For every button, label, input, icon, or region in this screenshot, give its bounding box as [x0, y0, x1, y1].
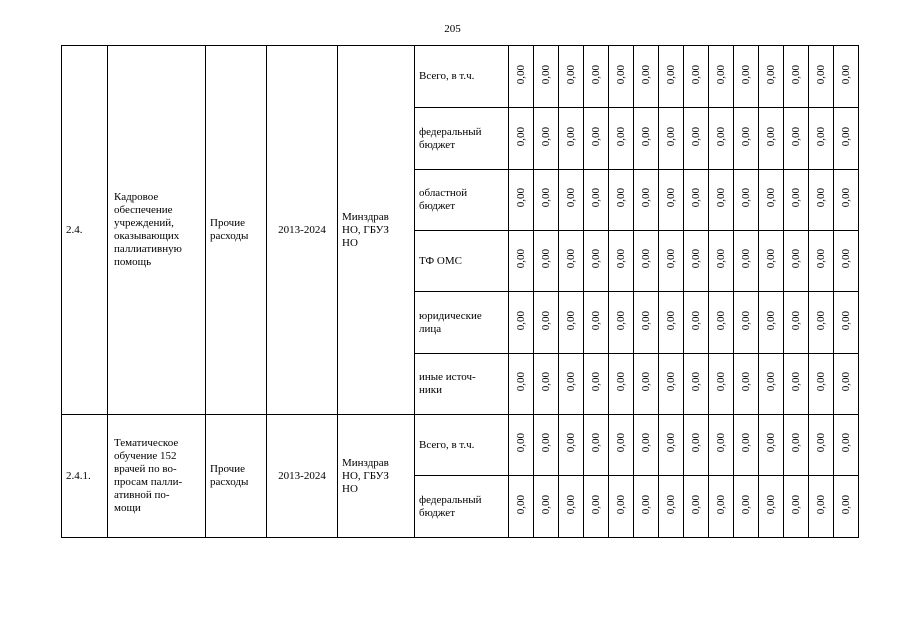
- value-text: 0,00: [614, 433, 627, 453]
- value-text: 0,00: [739, 310, 752, 331]
- value-cell: [609, 46, 634, 108]
- value-cell: [609, 415, 634, 476]
- value-cell: [509, 415, 534, 476]
- item-name: [108, 46, 206, 415]
- value-cell: [509, 46, 534, 108]
- value-cell: [784, 108, 809, 170]
- value-text: 0,00: [689, 64, 702, 85]
- item-name: [108, 415, 206, 538]
- value-cell: [584, 170, 609, 231]
- value-cell: [684, 292, 709, 354]
- period: [267, 415, 338, 538]
- funding-source: [415, 292, 509, 354]
- responsible-text: Минздрав НО, ГБУЗ НО: [342, 456, 389, 495]
- value-cell: [659, 46, 684, 108]
- value-cell: [584, 354, 609, 415]
- value-cell: [534, 46, 559, 108]
- value-text: 0,00: [789, 249, 802, 269]
- value-text: 0,00: [539, 126, 552, 147]
- value-cell: [784, 231, 809, 292]
- value-cell: [834, 46, 859, 108]
- value-cell: [659, 292, 684, 354]
- value-text: 0,00: [589, 310, 602, 331]
- value-text: 0,00: [764, 433, 777, 453]
- value-text: 0,00: [564, 188, 577, 208]
- value-cell: [709, 476, 734, 538]
- value-cell: [734, 231, 759, 292]
- funding-source-label: федеральный бюджет: [419, 493, 482, 519]
- value-cell: [584, 231, 609, 292]
- value-text: 0,00: [814, 249, 827, 269]
- value-text: 0,00: [839, 494, 852, 515]
- value-cell: [709, 108, 734, 170]
- value-text: 0,00: [614, 126, 627, 147]
- funding-source: [415, 415, 509, 476]
- value-text: 0,00: [814, 372, 827, 392]
- value-cell: [734, 476, 759, 538]
- value-text: 0,00: [839, 249, 852, 269]
- value-cell: [684, 170, 709, 231]
- value-text: 0,00: [789, 64, 802, 85]
- value-text: 0,00: [664, 494, 677, 515]
- value-text: 0,00: [589, 188, 602, 208]
- value-text: 0,00: [639, 433, 652, 453]
- value-text: 0,00: [664, 64, 677, 85]
- value-text: 0,00: [589, 433, 602, 453]
- value-cell: [634, 231, 659, 292]
- responsible-text: Минздрав НО, ГБУЗ НО: [342, 210, 389, 249]
- item-number-text: 2.4.1.: [66, 469, 91, 482]
- value-cell: [609, 476, 634, 538]
- value-text: 0,00: [564, 494, 577, 515]
- value-text: 0,00: [589, 249, 602, 269]
- value-cell: [684, 476, 709, 538]
- value-cell: [734, 108, 759, 170]
- value-cell: [784, 476, 809, 538]
- value-cell: [809, 292, 834, 354]
- value-text: 0,00: [514, 188, 527, 208]
- expense-type-text: Прочие расходы: [210, 217, 249, 242]
- funding-source: [415, 231, 509, 292]
- value-cell: [559, 292, 584, 354]
- value-cell: [834, 415, 859, 476]
- funding-source-label: Всего, в т.ч.: [419, 70, 475, 82]
- value-text: 0,00: [839, 64, 852, 85]
- value-text: 0,00: [764, 494, 777, 515]
- value-text: 0,00: [689, 494, 702, 515]
- value-cell: [834, 292, 859, 354]
- value-text: 0,00: [614, 310, 627, 331]
- value-text: 0,00: [589, 494, 602, 515]
- value-cell: [584, 292, 609, 354]
- value-text: 0,00: [739, 372, 752, 392]
- expense-type: [206, 415, 267, 538]
- value-cell: [634, 354, 659, 415]
- value-cell: [634, 292, 659, 354]
- value-cell: [759, 292, 784, 354]
- value-text: 0,00: [764, 188, 777, 208]
- value-text: 0,00: [664, 310, 677, 331]
- funding-source: [415, 476, 509, 538]
- value-text: 0,00: [564, 310, 577, 331]
- value-cell: [659, 170, 684, 231]
- value-cell: [609, 231, 634, 292]
- value-cell: [709, 46, 734, 108]
- value-cell: [834, 476, 859, 538]
- value-text: 0,00: [639, 494, 652, 515]
- value-cell: [559, 476, 584, 538]
- value-text: 0,00: [814, 126, 827, 147]
- value-text: 0,00: [589, 126, 602, 147]
- period-text: 2013-2024: [278, 223, 326, 236]
- value-cell: [759, 231, 784, 292]
- value-text: 0,00: [839, 188, 852, 208]
- value-cell: [634, 46, 659, 108]
- value-cell: [834, 108, 859, 170]
- value-cell: [559, 415, 584, 476]
- value-cell: [759, 170, 784, 231]
- value-text: 0,00: [789, 310, 802, 331]
- funding-source: [415, 108, 509, 170]
- value-cell: [659, 415, 684, 476]
- value-text: 0,00: [564, 126, 577, 147]
- value-cell: [809, 46, 834, 108]
- value-cell: [659, 476, 684, 538]
- value-cell: [534, 170, 559, 231]
- value-text: 0,00: [689, 188, 702, 208]
- value-text: 0,00: [789, 494, 802, 515]
- value-cell: [709, 292, 734, 354]
- value-text: 0,00: [814, 188, 827, 208]
- value-cell: [759, 108, 784, 170]
- value-cell: [634, 415, 659, 476]
- item-name-text: Кадровое обеспечение учреждений, оказывающих паллиативную помощь: [114, 191, 182, 268]
- value-text: 0,00: [839, 310, 852, 331]
- value-text: 0,00: [739, 188, 752, 208]
- value-cell: [784, 292, 809, 354]
- value-cell: [759, 354, 784, 415]
- value-cell: [509, 108, 534, 170]
- value-cell: [659, 354, 684, 415]
- value-cell: [809, 231, 834, 292]
- value-text: 0,00: [714, 433, 727, 453]
- value-cell: [684, 46, 709, 108]
- value-cell: [559, 354, 584, 415]
- value-cell: [534, 415, 559, 476]
- funding-source: [415, 354, 509, 415]
- value-cell: [734, 46, 759, 108]
- value-cell: [559, 46, 584, 108]
- funding-source-label: федеральный бюджет: [419, 125, 482, 151]
- value-text: 0,00: [689, 310, 702, 331]
- value-text: 0,00: [664, 372, 677, 392]
- value-text: 0,00: [514, 64, 527, 85]
- value-text: 0,00: [539, 188, 552, 208]
- value-text: 0,00: [764, 372, 777, 392]
- value-text: 0,00: [714, 494, 727, 515]
- value-text: 0,00: [614, 188, 627, 208]
- funding-source: [415, 170, 509, 231]
- value-cell: [509, 231, 534, 292]
- value-text: 0,00: [639, 64, 652, 85]
- value-text: 0,00: [814, 64, 827, 85]
- value-text: 0,00: [514, 494, 527, 515]
- value-text: 0,00: [814, 433, 827, 453]
- value-text: 0,00: [539, 494, 552, 515]
- value-cell: [784, 415, 809, 476]
- funding-source-label: Всего, в т.ч.: [419, 438, 475, 451]
- value-text: 0,00: [539, 372, 552, 392]
- value-text: 0,00: [514, 372, 527, 392]
- value-text: 0,00: [664, 188, 677, 208]
- table-row: [62, 46, 859, 108]
- value-text: 0,00: [564, 372, 577, 392]
- value-cell: [734, 354, 759, 415]
- value-cell: [534, 354, 559, 415]
- value-cell: [609, 292, 634, 354]
- value-cell: [584, 415, 609, 476]
- value-cell: [759, 46, 784, 108]
- expense-type-text: Прочие расходы: [210, 463, 249, 488]
- value-cell: [809, 476, 834, 538]
- value-text: 0,00: [764, 64, 777, 85]
- value-text: 0,00: [814, 310, 827, 331]
- funding-source: [415, 46, 509, 108]
- value-text: 0,00: [739, 64, 752, 85]
- value-text: 0,00: [714, 188, 727, 208]
- value-text: 0,00: [539, 310, 552, 331]
- value-cell: [759, 415, 784, 476]
- value-text: 0,00: [839, 372, 852, 392]
- value-text: 0,00: [514, 126, 527, 147]
- value-cell: [584, 108, 609, 170]
- value-text: 0,00: [689, 126, 702, 147]
- value-cell: [609, 354, 634, 415]
- value-text: 0,00: [514, 249, 527, 269]
- funding-source-label: ТФ ОМС: [419, 254, 462, 267]
- value-text: 0,00: [789, 433, 802, 453]
- value-cell: [509, 292, 534, 354]
- value-text: 0,00: [539, 433, 552, 453]
- value-text: 0,00: [764, 249, 777, 269]
- value-text: 0,00: [714, 310, 727, 331]
- value-text: 0,00: [739, 249, 752, 269]
- table-row: [62, 415, 859, 476]
- value-cell: [509, 354, 534, 415]
- value-text: 0,00: [639, 310, 652, 331]
- value-text: 0,00: [664, 126, 677, 147]
- value-cell: [684, 231, 709, 292]
- item-number: [62, 415, 108, 538]
- value-text: 0,00: [664, 433, 677, 453]
- value-text: 0,00: [689, 433, 702, 453]
- value-text: 0,00: [714, 126, 727, 147]
- value-cell: [734, 292, 759, 354]
- value-cell: [684, 415, 709, 476]
- value-cell: [709, 231, 734, 292]
- item-number-text: 2.4.: [66, 223, 83, 236]
- value-text: 0,00: [764, 310, 777, 331]
- value-text: 0,00: [689, 372, 702, 392]
- value-text: 0,00: [789, 188, 802, 208]
- period: [267, 46, 338, 415]
- value-cell: [659, 231, 684, 292]
- value-cell: [684, 108, 709, 170]
- value-cell: [709, 415, 734, 476]
- value-cell: [834, 231, 859, 292]
- value-cell: [834, 170, 859, 231]
- value-cell: [559, 108, 584, 170]
- budget-table: [61, 45, 859, 538]
- value-cell: [534, 108, 559, 170]
- value-cell: [534, 292, 559, 354]
- value-text: 0,00: [614, 249, 627, 269]
- value-cell: [584, 476, 609, 538]
- value-text: 0,00: [539, 64, 552, 85]
- value-cell: [784, 354, 809, 415]
- value-cell: [559, 170, 584, 231]
- value-text: 0,00: [789, 372, 802, 392]
- value-cell: [534, 476, 559, 538]
- value-text: 0,00: [514, 433, 527, 453]
- responsible: [338, 46, 415, 415]
- value-text: 0,00: [714, 249, 727, 269]
- value-cell: [584, 46, 609, 108]
- value-cell: [659, 108, 684, 170]
- page-number: 205: [444, 23, 461, 35]
- value-text: 0,00: [789, 126, 802, 147]
- value-cell: [709, 170, 734, 231]
- funding-source-label: областной бюджет: [419, 187, 468, 212]
- value-text: 0,00: [664, 249, 677, 269]
- value-text: 0,00: [614, 494, 627, 515]
- value-cell: [609, 108, 634, 170]
- value-text: 0,00: [714, 64, 727, 85]
- value-cell: [784, 46, 809, 108]
- value-text: 0,00: [589, 64, 602, 85]
- value-text: 0,00: [689, 249, 702, 269]
- value-cell: [809, 354, 834, 415]
- value-cell: [559, 231, 584, 292]
- value-text: 0,00: [739, 433, 752, 453]
- item-number: [62, 46, 108, 415]
- value-cell: [684, 354, 709, 415]
- value-cell: [809, 108, 834, 170]
- value-text: 0,00: [564, 433, 577, 453]
- value-text: 0,00: [764, 126, 777, 147]
- value-cell: [759, 476, 784, 538]
- value-cell: [609, 170, 634, 231]
- value-cell: [534, 231, 559, 292]
- value-cell: [834, 354, 859, 415]
- value-text: 0,00: [739, 494, 752, 515]
- value-text: 0,00: [614, 64, 627, 85]
- value-text: 0,00: [714, 372, 727, 392]
- value-text: 0,00: [589, 372, 602, 392]
- value-text: 0,00: [539, 249, 552, 269]
- value-cell: [809, 170, 834, 231]
- value-cell: [509, 476, 534, 538]
- value-text: 0,00: [614, 372, 627, 392]
- funding-source-label: юридические лица: [419, 309, 482, 335]
- item-name-text: Тематическое обучение 152 врачей по во- просам палли- ативной по- мощи: [114, 437, 183, 514]
- responsible: [338, 415, 415, 538]
- value-text: 0,00: [639, 126, 652, 147]
- value-text: 0,00: [839, 126, 852, 147]
- value-cell: [634, 108, 659, 170]
- period-text: 2013-2024: [278, 469, 326, 482]
- value-text: 0,00: [564, 249, 577, 269]
- value-cell: [734, 170, 759, 231]
- value-cell: [809, 415, 834, 476]
- value-cell: [509, 170, 534, 231]
- value-cell: [634, 170, 659, 231]
- value-text: 0,00: [639, 372, 652, 392]
- funding-source-label: иные источ- ники: [419, 371, 476, 396]
- value-text: 0,00: [564, 64, 577, 85]
- value-text: 0,00: [514, 310, 527, 331]
- value-cell: [734, 415, 759, 476]
- table-body: [62, 46, 859, 538]
- value-text: 0,00: [814, 494, 827, 515]
- value-cell: [709, 354, 734, 415]
- value-text: 0,00: [639, 188, 652, 208]
- expense-type: [206, 46, 267, 415]
- value-text: 0,00: [839, 433, 852, 453]
- value-cell: [784, 170, 809, 231]
- value-text: 0,00: [639, 249, 652, 269]
- value-text: 0,00: [739, 126, 752, 147]
- value-cell: [634, 476, 659, 538]
